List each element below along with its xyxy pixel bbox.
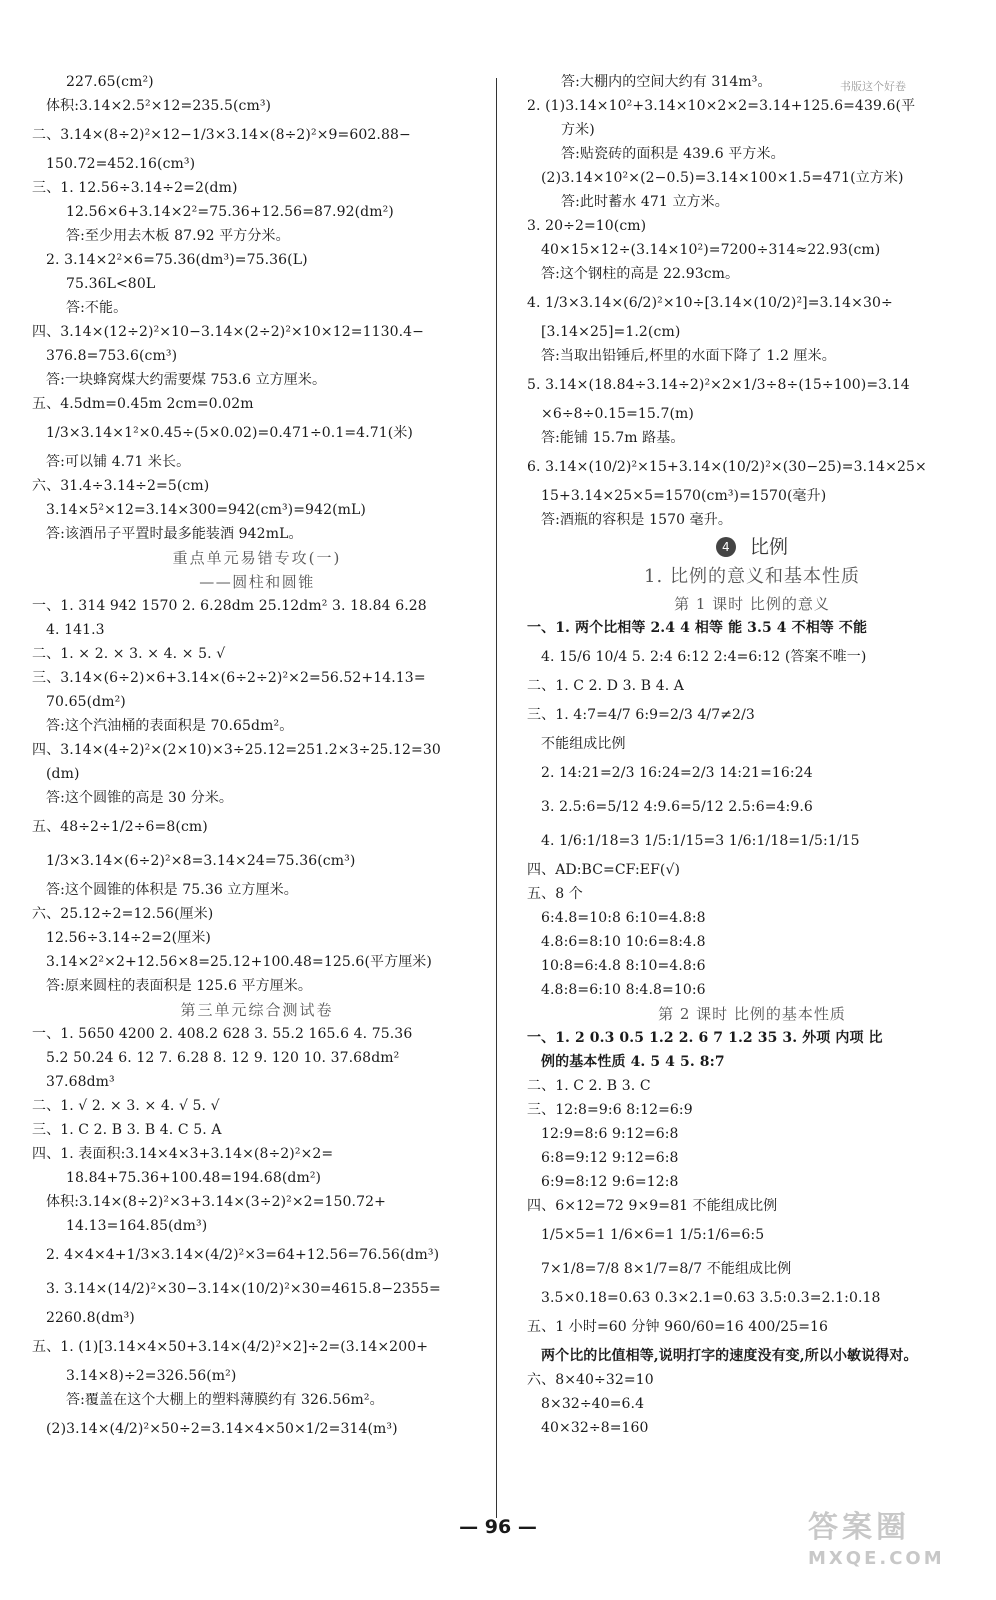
left-column-line: 重点单元易错专攻(一) [172,549,342,567]
right-column-line: 12:9=8:6 9:12=6:8 [541,1126,679,1142]
left-column-line: 75.36L<80L [66,276,156,292]
right-column-line: 3. 20÷2=10(cm) [527,218,647,234]
right-column-line: 5. 3.14×(18.84÷3.14÷2)²×2×1/3÷8÷(15÷100)=3.14 [527,377,910,393]
right-column-line: 答:贴瓷砖的面积是 439.6 平方米。 [561,146,785,162]
right-column-line: 二、1. C 2. D 3. B 4. A [527,678,685,694]
left-column-line: 答:这个圆锥的高是 30 分米。 [46,790,234,806]
left-column-line: 答:至少用去木板 87.92 平方分米。 [66,228,290,244]
left-column-line: 227.65(cm²) [66,74,154,90]
watermark-main: 答案圈 [808,1510,910,1545]
left-column-line: 1/3×3.14×1²×0.45÷(5×0.02)=0.471÷0.1=4.71(米) [46,425,413,441]
left-column-line: 六、31.4÷3.14÷2=5(cm) [32,478,210,494]
right-column-line: 4. 15/6 10/4 5. 2:4 6:12 2:4=6:12 (答案不唯一) [541,649,867,665]
left-column-line: 三、3.14×(6÷2)×6+3.14×(6÷2÷2)²×2=56.52+14.13= [32,670,426,686]
right-column-line: 6. 3.14×(10/2)²×15+3.14×(10/2)²×(30−25)=3.14×25× [527,459,927,475]
left-column-line: 18.84+75.36+100.48=194.68(dm²) [66,1170,322,1186]
unit-title: 比例 [749,536,789,558]
right-column-line: 答:此时蓄水 471 立方米。 [561,194,729,210]
right-column-line: (2)3.14×10²×(2−0.5)=3.14×100×1.5=471(立方米) [541,170,904,186]
left-column-line: 1/3×3.14×(6÷2)²×8=3.14×24=75.36(cm³) [46,853,356,869]
left-column-line: 答:一块蜂窝煤大约需要煤 753.6 立方厘米。 [46,372,327,388]
right-column-line: 10:8=6:4.8 8:10=4.8:6 [541,958,706,974]
unit-number-badge: 4 [716,537,736,557]
right-column-line: [3.14×25]=1.2(cm) [541,324,681,340]
right-column-line: 三、12:8=9:6 8:12=6:9 [527,1102,693,1118]
right-column-line: 6:8=9:12 9:12=6:8 [541,1150,679,1166]
right-column-line: 二、1. C 2. B 3. C [527,1078,651,1094]
left-column-line: 答:覆盖在这个大棚上的塑料薄膜约有 326.56m²。 [66,1392,384,1408]
left-column-line: 六、25.12÷2=12.56(厘米) [32,906,214,922]
right-column-line: 答:当取出铅锤后,杯里的水面下降了 1.2 厘米。 [541,348,836,364]
left-column-line: 2. 4×4×4+1/3×3.14×(4/2)²×3=64+12.56=76.56(dm³) [46,1247,440,1263]
right-column-line: 六、8×40÷32=10 [527,1372,654,1388]
right-column-line: 3.5×0.18=0.63 0.3×2.1=0.63 3.5:0.3=2.1:0.18 [541,1290,881,1306]
left-column-line: 五、1. (1)[3.14×4×50+3.14×(4/2)²×2]÷2=(3.14×200+ [32,1339,429,1355]
left-column-line: 二、3.14×(8÷2)²×12−1/3×3.14×(8÷2)²×9=602.88− [32,127,411,143]
left-column [32,70,482,1446]
left-column-line: 二、1. × 2. × 3. × 4. × 5. √ [32,646,226,662]
left-column-line: 70.65(dm²) [46,694,126,710]
left-column-line: 四、3.14×(12÷2)²×10−3.14×(2÷2)²×10×12=1130.4− [32,324,424,340]
left-column-line: 一、1. 5650 4200 2. 408.2 628 3. 55.2 165.6 4. 75.36 [32,1026,413,1042]
right-column-line: 答:能铺 15.7m 路基。 [541,430,685,446]
left-column-line: 一、1. 314 942 1570 2. 6.28dm 25.12dm² 3. 18.84 6.28 [32,598,427,614]
left-column-line: 二、1. √ 2. × 3. × 4. √ 5. √ [32,1098,220,1114]
left-column-line: 14.13=164.85(dm³) [66,1218,208,1234]
right-column-line: 40×15×12÷(3.14×10²)=7200÷314≈22.93(cm) [541,242,881,258]
left-column-line: 四、3.14×(4÷2)²×(2×10)×3÷25.12=251.2×3÷25.12=30 [32,742,441,758]
watermark [808,1508,968,1578]
right-column-line: 2. 14:21=2/3 16:24=2/3 14:21=16:24 [541,765,813,781]
right-column-line: 4. 1/3×3.14×(6/2)²×10÷[3.14×(10/2)²]=3.14×30÷ [527,295,893,311]
page-number-value: 96 [484,1516,512,1538]
left-column-line: 体积:3.14×(8÷2)²×3+3.14×(3÷2)²×2=150.72+ [46,1194,386,1210]
left-column-line: 12.56×6+3.14×2²=75.36+12.56=87.92(dm²) [66,204,394,220]
left-column-line: 5.2 50.24 6. 12 7. 6.28 8. 12 9. 120 10. 37.68dm² [46,1050,400,1066]
left-column-line: 答:不能。 [66,300,128,316]
right-column-line: 一、1. 两个比相等 2.4 4 相等 能 3.5 4 不相等 不能 [527,620,868,636]
right-column-line [527,532,977,562]
page-number: — 96 — [459,1516,537,1538]
column-divider [496,78,497,1518]
left-column-line: 3.14×2²×2+12.56×8=25.12+100.48=125.6(平方厘米) [46,954,432,970]
right-column-line: 四、AD:BC=CF:EF(√) [527,862,681,878]
corner-stamp: 书版这个好卷 [840,80,906,93]
right-column-line: 6:4.8=10:8 6:10=4.8:8 [541,910,706,926]
right-column-line: 方米) [561,122,595,138]
left-column-line: 3.14×5²×12=3.14×300=942(cm³)=942(mL) [46,502,366,518]
left-column-line: 376.8=753.6(cm³) [46,348,178,364]
right-column-line: 4. 1/6:1/18=3 1/5:1/15=3 1/6:1/18=1/5:1/15 [541,833,860,849]
right-column-line: 五、8 个 [527,886,583,902]
right-column-line: 答:酒瓶的容积是 1570 毫升。 [541,512,732,528]
right-column-line: 15+3.14×25×5=1570(cm³)=1570(毫升) [541,488,827,504]
right-column-line: 8×32÷40=6.4 [541,1396,645,1412]
right-column-line: 4.8:6=8:10 10:6=8:4.8 [541,934,706,950]
watermark-sub: MXQE.COM [808,1548,945,1569]
left-column-line: 五、48÷2÷1/2÷6=8(cm) [32,819,208,835]
left-column-line: ——圆柱和圆锥 [199,573,315,591]
left-column-line: 12.56÷3.14÷2=2(厘米) [46,930,211,946]
left-column-line: 答:可以铺 4.71 米长。 [46,454,191,470]
left-column-line: 体积:3.14×2.5²×12=235.5(cm³) [46,98,272,114]
right-column-line: 五、1 小时=60 分钟 960/60=16 400/25=16 [527,1319,829,1335]
left-column-line: 4. 141.3 [46,622,105,638]
left-column-line: (2)3.14×(4/2)²×50÷2=3.14×4×50×1/2=314(m³) [46,1421,398,1437]
right-column-line: 第 2 课时 比例的基本性质 [658,1005,846,1023]
right-column-line: 不能组成比例 [541,736,626,752]
right-column-line: 答:大棚内的空间大约有 314m³。 [561,74,772,90]
left-column-line: 答:这个汽油桶的表面积是 70.65dm²。 [46,718,294,734]
right-column-line: 1/5×5=1 1/6×6=1 1/5:1/6=6:5 [541,1227,765,1243]
left-column-line: 三、1. 12.56÷3.14÷2=2(dm) [32,180,238,196]
left-column-line: 2. 3.14×2²×6=75.36(dm³)=75.36(L) [46,252,308,268]
right-column-line: 四、6×12=72 9×9=81 不能组成比例 [527,1198,778,1214]
right-column-line: 1. 比例的意义和基本性质 [644,566,860,587]
left-column-line: 第三单元综合测试卷 [180,1001,334,1019]
left-column-line: 3.14×8)÷2=326.56(m²) [66,1368,237,1384]
right-column-line: 两个比的比值相等,说明打字的速度没有变,所以小敏说得对。 [541,1348,918,1364]
left-column-line: 答:这个圆锥的体积是 75.36 立方厘米。 [46,882,298,898]
left-column-line: 3. 3.14×(14/2)²×30−3.14×(10/2)²×30=4615.8−2355= [46,1281,441,1297]
left-column-line: 四、1. 表面积:3.14×4×3+3.14×(8÷2)²×2= [32,1146,334,1162]
left-column-line: 答:原来圆柱的表面积是 125.6 平方厘米。 [46,978,312,994]
right-column-line: 7×1/8=7/8 8×1/7=8/7 不能组成比例 [541,1261,792,1277]
right-column-line: ×6÷8÷0.15=15.7(m) [541,406,694,422]
left-column-line: 37.68dm³ [46,1074,115,1090]
right-column-line: 40×32÷8=160 [541,1420,649,1436]
right-column-line: 3. 2.5:6=5/12 4:9.6=5/12 2.5:6=4:9.6 [541,799,813,815]
right-column-line: 一、1. 2 0.3 0.5 1.2 2. 6 7 1.2 35 3. 外项 内项 比 [527,1030,883,1046]
right-column-line: 例的基本性质 4. 5 4 5. 8:7 [541,1054,725,1070]
right-column-line: 2. (1)3.14×10²+3.14×10×2×2=3.14+125.6=439.6(平 [527,98,916,114]
left-column-line: 三、1. C 2. B 3. B 4. C 5. A [32,1122,222,1138]
right-column [527,70,977,1440]
left-column-line: 五、4.5dm=0.45m 2cm=0.02m [32,396,254,412]
left-column-line: (dm) [46,766,80,782]
right-column-line: 第 1 课时 比例的意义 [674,595,830,613]
left-column-line: 答:该酒吊子平置时最多能装酒 942mL。 [46,526,303,542]
left-column-line: 150.72=452.16(cm³) [46,156,196,172]
right-column-line: 4.8:8=6:10 8:4.8=10:6 [541,982,706,998]
left-column-line: 2260.8(dm³) [46,1310,135,1326]
right-column-line: 6:9=8:12 9:6=12:8 [541,1174,679,1190]
right-column-line: 答:这个钢柱的高是 22.93cm。 [541,266,740,282]
right-column-line: 三、1. 4:7=4/7 6:9=2/3 4/7≠2/3 [527,707,755,723]
